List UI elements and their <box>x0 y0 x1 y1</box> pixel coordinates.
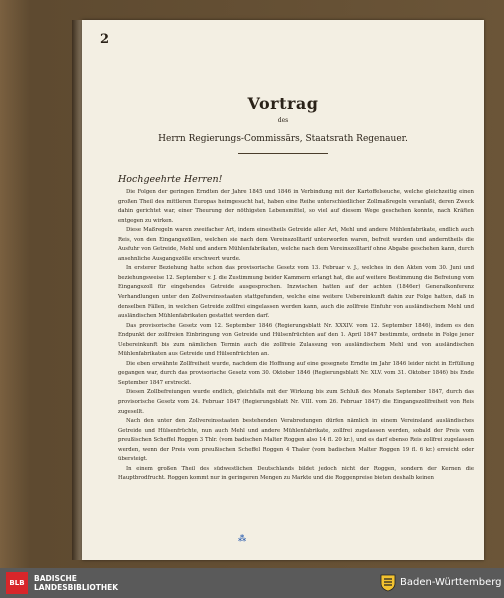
coat-of-arms-icon <box>380 574 396 592</box>
library-name-line2: LANDESBIBLIOTHEK <box>34 583 119 592</box>
library-stamp: ⁂ <box>238 533 247 543</box>
blb-logo-icon[interactable]: BLB <box>6 572 28 594</box>
footer-bar <box>0 568 504 598</box>
paragraph: Nach den unter den Zollvereinsstaaten bestehenden Verabredungen dürfen nämlich in einem Vereinsland ausländisches Getreide und Hülsenfrüchte, nun auch Mehl und andere Mühlenfabrikate, zollfrei zugelassen werden, sobald der Preis vom preußischen Scheffel Roggen 3 Thlr. (vom badischen Malter Roggen also 14 fl. 20 kr.), und es darf ebenso Reis zollfrei zugelassen werden, wenn der Preis vom preußischen Scheffel Roggen 4 Thaler (vom badischen Malter Roggen 19 fl. 6 kr.) erreicht oder übersteigt. <box>118 418 474 463</box>
salutation: Hochgeehrte Herren! <box>118 174 223 185</box>
paragraph: Diese Maßregeln waren zweifacher Art, indem einestheils Getreide aller Art, Mehl und andere Mühlenfabrikate, endlich auch Reis, von den Eingangszöllen, welchen sie nach dem Vereinszolltarif unterworfen waren, befreit wurden und anderntheils die Ausfuhr von Getreide, Mehl und andern Mühlenfabrikaten, welche nach dem Vereinszolltarif ohne Abgabe geschehen kann, durch ansehnliche Ausgangszölle erschwert wurde. <box>118 227 474 262</box>
title-divider <box>238 153 328 154</box>
paragraph: In einem großen Theil des südwestlichen Deutschlands bildet jedoch nicht der Roggen, sondern der Kernen die Hauptbrodfrucht. Roggen kommt nur in geringeren Mengen zu Markte und die Roggenpreise bieten deshalb keinen <box>118 465 474 482</box>
paragraph: Das provisorische Gesetz vom 12. September 1846 (Regierungsblatt Nr. XXXIV. vom 12. September 1846), indem es den Endpunkt der zollfreien Einbringung von Getreide und Hülsenfrüchten auf den 1. April 1847 bestimmte, ordnete in Folge jener Uebereinkunft bis zum nämlichen Termin auch die zollfreie Zulassung von ausländischem Mehl und von ausländischen Mühlenfabrikaten aus Getreide und Hülsenfrüchten an. <box>118 322 474 358</box>
library-name[interactable] <box>34 574 118 592</box>
page-number: 2 <box>100 32 110 47</box>
paragraph: Diesen Zollbefreiungen wurde endlich, gleichfalls mit der Wirkung bis zum Schluß des Monats September 1847, durch das provisorische Gesetz vom 24. Februar 1847 (Regierungsblatt Nr. VIII. vom 26. Februar 1847) die Eingangszollfreiheit von Reis zugesellt. <box>118 389 474 415</box>
document-title: Vortrag <box>247 94 319 113</box>
paragraph: Die eben erwähnte Zollfreiheit wurde, nachdem die Hoffnung auf eine gesegnete Erndte im Jahr 1846 leider nicht in Erfüllung gegangen war, durch das provisorische Gesetz vom 30. Oktober 1846 (Regierungsblatt Nr. XLV. vom 31. Oktober 1846) bis Ende September 1847 erstreckt. <box>118 360 474 386</box>
library-name-line1: BADISCHE <box>34 574 77 583</box>
paragraph: Die Folgen der geringen Erndten der Jahre 1845 und 1846 in Verbindung mit der Kartoffelseuche, welche gleichzeitig einen großen Theil des mittleren Europas heimgesucht hat, haben eine Reihe unterschiedlicher Zollmaßregeln veranlaßt, deren Zweck dahin gerichtet war, einer Theurung der nöthigsten Lebensmittel, so viel auf diesem Wege geschehen konnte, nach Kräften entgegen zu wirken. <box>118 189 474 224</box>
speaker-line: Herrn Regierungs-Commissärs, Staatsrath Regenauer. <box>158 134 408 144</box>
paragraph: In ersterer Beziehung hatte schon das provisorische Gesetz vom 13. Februar v. J., welches in den Akten vom 30. Juni und beziehungsweise 12. September v. J. die Zustimmung beider Kammern erlangt hat, die auf weitere Bestimmung die Befreiung vom Eingangszoll für eingehendes Getreide ausgesprochen. Inzwischen hatten auf der achten (1846er) Generalkonferenz Verhandlungen unter den Zollvereinsstaaten stattgefunden, welche eine weitere Uebereinkunft dahin zur Folge hatten, daß in denselben Fällen, in welchen Getreide zollfrei eingelassen werden kann, auch die zollfreie Einfuhr von ausländischem Mehl und ausländischen Mühlenfabrikaten gestattet werden darf. <box>118 265 474 320</box>
state-name[interactable]: Baden-Württemberg <box>400 577 502 588</box>
body-text <box>118 188 474 484</box>
document-subtitle: des <box>277 117 289 124</box>
page-gutter <box>72 20 82 560</box>
